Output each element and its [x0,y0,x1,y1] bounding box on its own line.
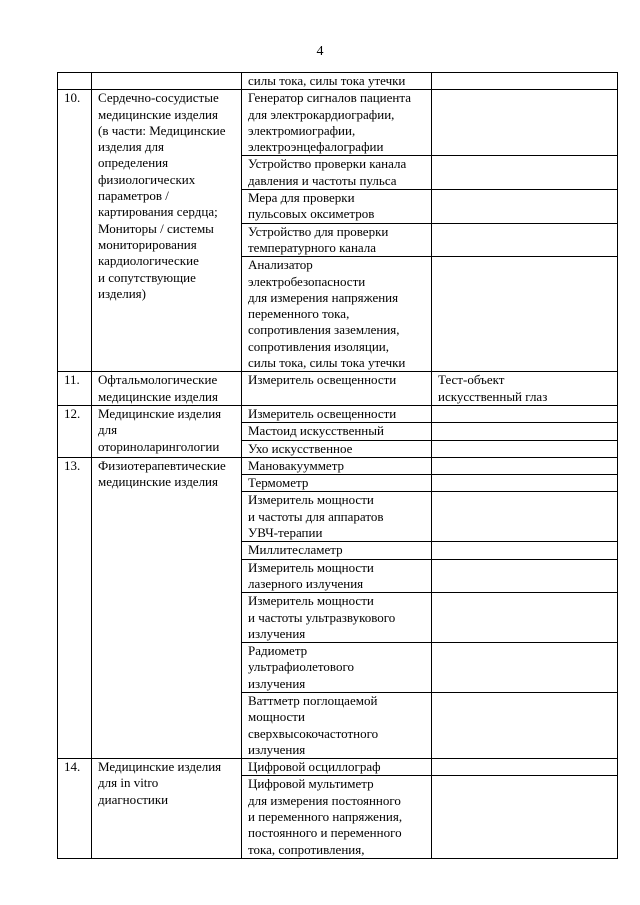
notes-line: искусственный глаз [438,388,548,404]
category-line: и сопутствующие [98,269,196,285]
equipment-table [57,72,618,859]
equipment-line: излучения [248,675,306,691]
equipment-line: Устройство для проверки [248,223,389,239]
equipment-line: Цифровой осциллограф [248,759,381,775]
category-line: медицинские изделия [98,106,218,122]
equipment-line: давления и частоты пульса [248,172,397,188]
row-number-cell [58,457,92,758]
equipment-line: Ваттметр поглощаемой [248,692,378,708]
equipment-line: Генератор сигналов пациента [248,90,411,106]
notes-cell [432,73,618,90]
table-row [58,372,618,406]
table-row [58,73,618,90]
notes-cell [432,492,618,542]
category-line: медицинские изделия [98,388,218,404]
notes-cell [432,372,618,406]
equipment-cell [242,759,432,776]
equipment-cell [242,73,432,90]
row-number-cell [58,90,92,372]
table-row [58,405,618,422]
equipment-line: и переменного напряжения, [248,809,403,825]
equipment-cell [242,457,432,474]
table-row [58,457,618,474]
category-line: для in vitro [98,775,159,791]
equipment-line: Цифровой мультиметр [248,776,374,792]
notes-cell [432,559,618,593]
category-line: картирования сердца; [98,204,218,220]
row-number-cell [58,759,92,859]
notes-cell [432,643,618,693]
notes-cell [432,475,618,492]
equipment-line: электроэнцефалографии [248,139,384,155]
equipment-line: Миллитесламетр [248,542,343,558]
equipment-line: УВЧ-терапии [248,525,323,541]
category-line: Медицинские изделия [98,759,222,775]
equipment-line: лазерного излучения [248,575,364,591]
equipment-cell [242,492,432,542]
equipment-line: переменного тока, [248,306,350,322]
equipment-line: Измеритель мощности [248,559,374,575]
equipment-line: Мера для проверки [248,190,355,206]
equipment-line: постоянного и переменного [248,825,402,841]
equipment-line: Измеритель мощности [248,492,374,508]
equipment-cell [242,223,432,257]
equipment-line: Мановакуумметр [248,457,345,473]
page-number: 4 [316,44,324,59]
equipment-cell [242,593,432,643]
notes-cell [432,759,618,776]
notes-line: Тест-объект [438,372,505,388]
equipment-line: сопротивления изоляции, [248,338,389,354]
equipment-line: пульсовых оксиметров [248,206,375,222]
equipment-line: Измеритель освещенности [248,372,397,388]
equipment-line: электромиографии, [248,122,356,138]
equipment-cell [242,372,432,406]
equipment-line: для измерения постоянного [248,792,401,808]
notes-cell [432,593,618,643]
equipment-line: мощности [248,709,305,725]
notes-cell [432,692,618,758]
equipment-line: ультрафиолетового [248,659,354,675]
equipment-line: Термометр [248,475,309,491]
equipment-cell [242,156,432,190]
notes-cell [432,440,618,457]
equipment-line: Мастоид искусственный [248,423,384,439]
category-cell [92,457,242,758]
equipment-line: Ухо искусственное [248,440,353,456]
equipment-cell [242,692,432,758]
row-number-cell [58,405,92,457]
equipment-cell [242,559,432,593]
notes-cell [432,405,618,422]
equipment-cell [242,190,432,224]
row-number: 11. [64,372,80,388]
category-line: оториноларингологии [98,438,220,454]
equipment-line: силы тока, силы тока утечки [248,355,406,371]
category-line: медицинские изделия [98,474,218,490]
notes-cell [432,423,618,440]
category-line: для [98,422,118,438]
notes-cell [432,90,618,156]
row-number: 14. [64,759,81,775]
category-cell [92,759,242,859]
equipment-line: температурного канала [248,239,377,255]
category-line: изделия) [98,285,146,301]
equipment-line: и частоты ультразвукового [248,609,396,625]
category-line: определения [98,155,169,171]
category-cell [92,372,242,406]
equipment-cell [242,440,432,457]
category-cell [92,90,242,372]
equipment-line: для электрокардиографии, [248,106,395,122]
equipment-line: тока, сопротивления, [248,841,365,857]
category-line: Мониторы / системы [98,220,214,236]
equipment-line: электробезопасности [248,273,366,289]
equipment-line: Радиометр [248,643,308,659]
table-row [58,759,618,776]
row-number-cell [58,73,92,90]
equipment-line: сопротивления заземления, [248,322,400,338]
equipment-cell [242,542,432,559]
category-line: физиологических [98,171,196,187]
notes-cell [432,156,618,190]
row-number: 10. [64,90,81,106]
equipment-line: Устройство проверки канала [248,156,407,172]
equipment-line: для измерения напряжения [248,289,399,305]
category-line: Офтальмологические [98,372,218,388]
notes-cell [432,257,618,372]
equipment-cell [242,90,432,156]
equipment-cell [242,423,432,440]
notes-cell [432,190,618,224]
category-line: Медицинские изделия [98,405,222,421]
category-line: (в части: Медицинские [98,122,226,138]
equipment-cell [242,643,432,693]
notes-cell [432,776,618,858]
category-line: изделия для [98,139,164,155]
category-cell [92,73,242,90]
category-cell [92,405,242,457]
equipment-line: Анализатор [248,257,313,273]
equipment-line: излучения [248,625,306,641]
notes-cell [432,223,618,257]
category-line: Физиотерапевтические [98,457,226,473]
category-line: Сердечно-сосудистые [98,90,219,106]
equipment-line: Измеритель освещенности [248,405,397,421]
table-row [58,90,618,156]
equipment-line: Измеритель мощности [248,593,374,609]
row-number-cell [58,372,92,406]
category-line: параметров / [98,188,169,204]
equipment-cell [242,776,432,858]
equipment-line: и частоты для аппаратов [248,508,384,524]
category-line: кардиологические [98,253,199,269]
row-number: 12. [64,405,81,421]
category-line: диагностики [98,791,169,807]
row-number: 13. [64,457,81,473]
category-line: мониторирования [98,236,197,252]
equipment-line: силы тока, силы тока утечки [248,73,406,88]
equipment-cell [242,405,432,422]
equipment-line: излучения [248,741,306,757]
equipment-cell [242,257,432,372]
equipment-cell [242,475,432,492]
equipment-line: сверхвысокочастотного [248,725,379,741]
notes-cell [432,542,618,559]
notes-cell [432,457,618,474]
